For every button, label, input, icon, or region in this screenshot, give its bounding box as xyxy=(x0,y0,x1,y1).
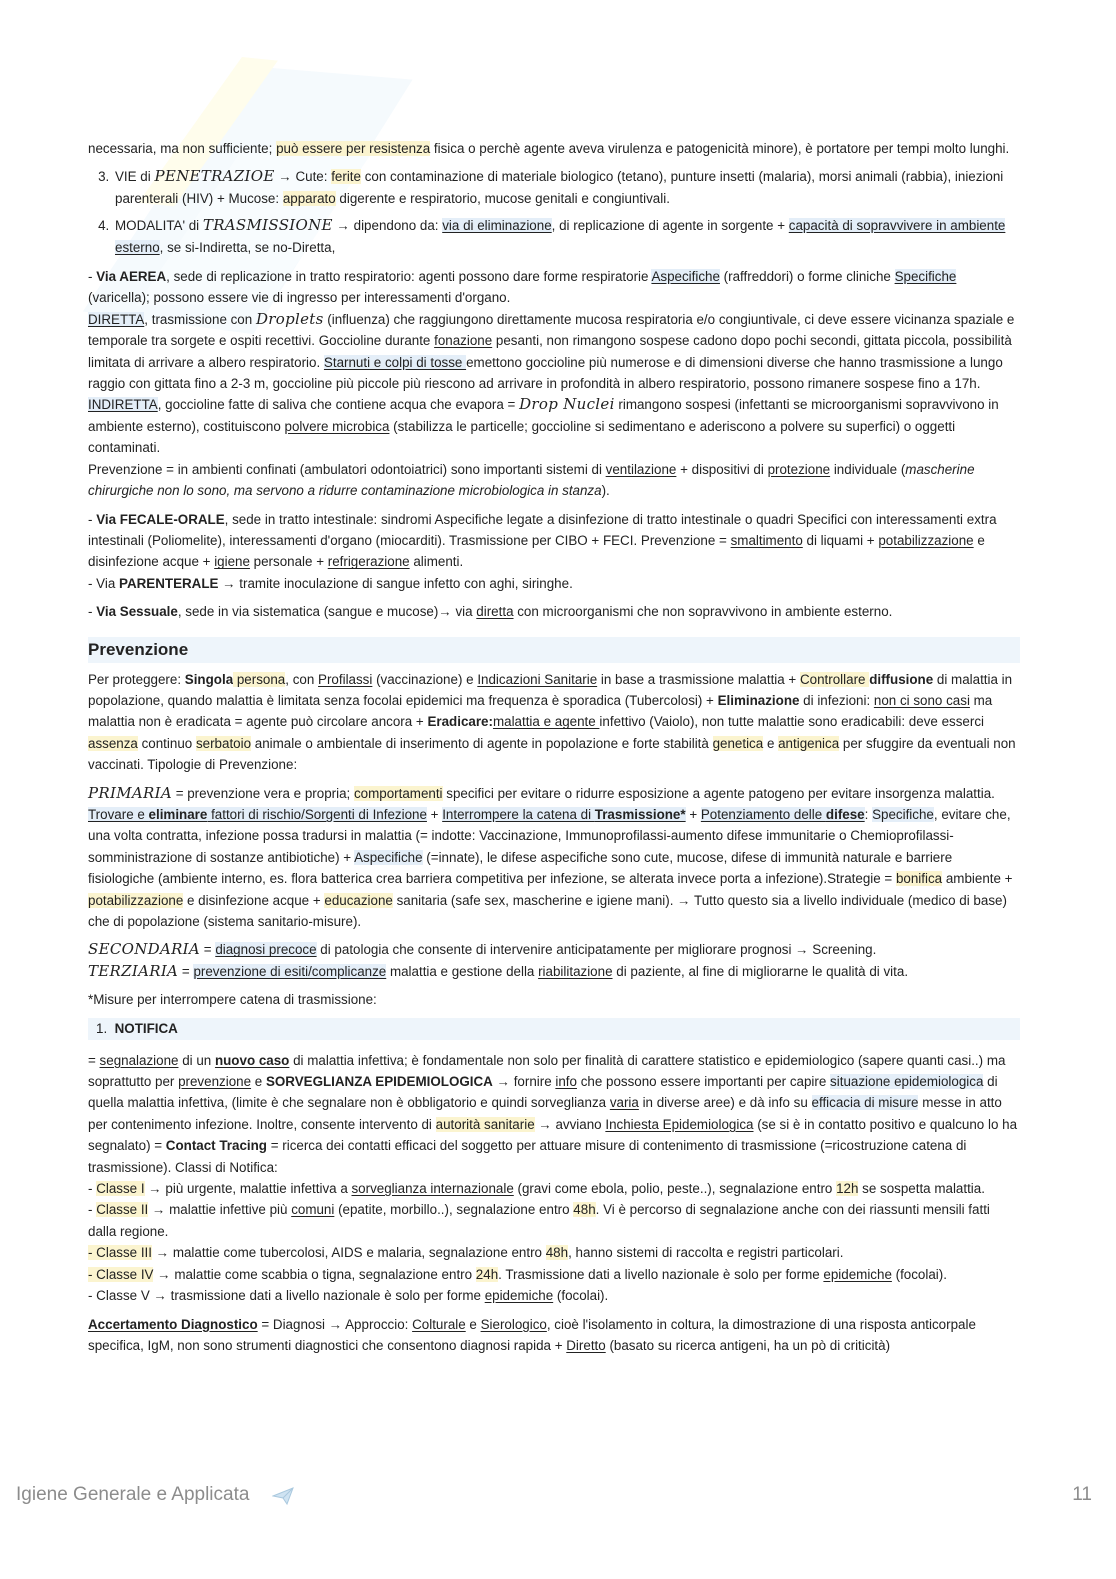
page-footer xyxy=(0,1480,1116,1514)
modalities-list xyxy=(88,166,1020,258)
notifica-paragraph: = segnalazione di un nuovo caso di malattia infettiva; è fondamentale non solo per finalità di carattere statistico e epidemiologico (sapere quanti casi..) ma soprattutto per prevenzione e SORVEGLIANZA EPIDEMIOLOGICA → fornire info che possono essere importanti per capire situazione epidemiologica di quella malattia infettiva, (limite è che segnalare non è obbligatorio e quindi sorveglianza varia in diverse aree) e dà info su efficacia di misure messe in atto per contenimento infezione. Inoltre, consente intervento di autorità sanitarie → avviano Inchiesta Epidemiologica (se si è in contatto positivo e qualcuno lo ha segnalato) = Contact Tracing = ricerca dei contatti efficaci del soggetto per attuare misure di contenimento di trasmissione (=ricostruzione catena di trasmissione). Classi di Notifica: - Classe I → più urgente, malattie infettiva a sorveglianza internazionale (gravi come ebola, polio, peste..), segnalazione entro 12h se sospetta malattia. - Classe II → malattie infettive più comuni (epatite, morbillo..), segnalazione entro 48h. Vi è percorso di segnalazione anche con dei riassunti mensili fatti dalla regione. - Classe III → malattie come tubercolosi, AIDS e malaria, segnalazione entro 48h, hanno sistemi di raccolta e registri particolari. - Classe IV → malattie come scabbia o tigna, segnalazione entro 24h. Trasmissione dati a livello nazionale è solo per forme epidemiche (focolai). - Classe V → trasmissione dati a livello nazionale è solo per forme epidemiche (focolai). xyxy=(88,1052,1018,1304)
via-sessuale-paragraph: - Via Sessuale, sede in via sistematica (sangue e mucose)→ via diretta con microorganismi che non sopravvivono in ambiente esterno. xyxy=(88,604,893,620)
primaria-paragraph: PRIMARIA = prevenzione vera e propria; comportamenti specifici per evitare o ridurre esposizione a agente patogeno per evitare insorgenza malattia. Trovare e eliminare fattori di rischio/Sorgenti di Infezione + Interrompere la catena di Trasmissione* + Potenziamento delle difese: Specifiche, evitare che, una volta contratta, infezione possa tradursi in malattia (= indotte: Vaccinazione, Immunoprofilassi-aumento difese immunitarie o Chemioprofilassi-somministrazione di sostanze antibiotiche) + Aspecifiche (=innate), le difese aspecifiche sono cute, mucose, difese di immunità naturale e barriere fisiologiche (ambiente interno, es. flora batterica crea barriera competitiva per infezione, se alterata invece porta a infezione).Strategie = bonifica ambiente + potabilizzazione e disinfezione acque + educazione sanitaria (safe sex, mascherine e igiene mani). → Tutto questo sia a livello individuale (medico di base) che di popolazione (sistema sanitario-misure). xyxy=(88,783,1013,929)
prevenzione-intro-paragraph: Per proteggere: Singola persona, con Profilassi (vaccinazione) e Indicazioni Sanitarie in base a trasmissione malattia + Controllare diffusione di malattia in popolazione, quando malattia è limitata senza focolai epidemici ma frequenza è sporadica (Tubercolosi) + Eliminazione di infezioni: non ci sono casi ma malattia non è eradicata = agente può circolare ancora + Eradicare:malattia e agente infettivo (Vaiolo), non tutte malattie sono eradicabili: deve esserci assenza continuo serbatoio animale o ambientale di inserimento di agente in popolazione e forte stabilità genetica e antigenica per sfuggire da eventuali non vaccinati. Tipologie di Prevenzione: xyxy=(88,671,1016,773)
paper-plane-icon xyxy=(272,1486,294,1506)
document-body xyxy=(88,138,1020,1363)
page-number: 11 xyxy=(1072,1484,1092,1505)
intro-paragraph: necessaria, ma non sufficiente; può essere per resistenza fisica o perchè agente aveva virulenza e patogenicità minore), è portatore per tempi molto lunghi. xyxy=(88,141,1010,156)
list-item: 4. MODALITA' di TRASMISSIONE → dipendono da: via di eliminazione, di replicazione di agente in sorgente + capacità di sopravvivere in ambiente esterno, se si-Indiretta, se no-Diretta, xyxy=(113,215,1020,258)
misure-note: *Misure per interrompere catena di trasmissione: xyxy=(88,992,377,1008)
list-item: 3. VIE di PENETRAZIOE → Cute: ferite con contaminazione di materiale biologico (tetano), punture insetti (malaria), morsi animali (rabbia), iniezioni parenterali (HIV) + Mucose: apparato digerente e respiratorio, mucose genitali e congiuntivali. xyxy=(113,166,1020,209)
section-heading-prevenzione: Prevenzione xyxy=(88,637,1020,663)
accertamento-paragraph: Accertamento Diagnostico = Diagnosi → Approccio: Colturale e Sierologico, cioè l'isolamento in coltura, la dimostrazione di una risposta anticorpale specifica, IgM, non sono strumenti diagnostici che consentono diagnosi rapida + Diretto (basato su ricerca antigeni, ha un pò di criticità) xyxy=(88,1316,976,1353)
notifica-heading: 1. NOTIFICA xyxy=(88,1018,1020,1040)
footer-title: Igiene Generale e Applicata xyxy=(16,1484,250,1505)
via-aerea-paragraph: - Via AEREA, sede di replicazione in tratto respiratorio: agenti possono dare forme respiratorie Aspecifiche (raffreddori) o forme cliniche Specifiche (varicella); possono essere vie di ingresso per interessamenti d'organo. DIRETTA, trasmissione con Droplets (influenza) che raggiungono direttamente mucosa respiratoria e/o congiuntivale, ci deve essere vicinanza spaziale e temporale tra sorgete e ospiti recettivi. Goccioline durante fonazione pesanti, non rimangono sospese cadono dopo pochi secondi, gittata piccola, possibilità limitata di arrivare a albero respiratorio. Starnuti e colpi di tosse emettono goccioline più numerose e di dimensioni diverse che hanno trasmissione a lungo raggio con gittata fino a 2-3 m, goccioline più piccole più riescono ad arrivare in profondità in albero respiratorio, possono rimanere sospese fino a 17h. INDIRETTA, goccioline fatte di saliva che contiene acqua che evapora = Drop Nuclei rimangono sospesi (infettanti se microorganismi sopravvivono in ambiente esterno), costituiscono polvere microbica (stabilizza le particelle; goccioline si sedimentano e aderiscono a polvere su superfici) o oggetti contaminati. Prevenzione = in ambienti confinati (ambulatori odontoiatrici) sono importanti sistemi di ventilazione + dispositivi di protezione individuale (mascherine chirurgiche non lo sono, ma servono a ridurre contaminazione microbiologica in stanza). xyxy=(88,269,1015,499)
secondaria-terziaria-paragraph: SECONDARIA = diagnosi precoce di patologia che consente di intervenire anticipatamente per migliorare prognosi → Screening. TERZIARIA = prevenzione di esiti/complicanze malattia e gestione della riabilitazione di paziente, al fine di migliorarne le qualità di vita. xyxy=(88,940,909,980)
via-fecale-paragraph: - Via FECALE-ORALE, sede in tratto intestinale: sindromi Aspecifiche legate a disinfezione di tratto intestinale o quadri Specifici con interessamenti extra intestinali (Poliomelite), interessamenti d'organo (miocarditi). Trasmissione per CIBO + FECI. Prevenzione = smaltimento di liquami + potabilizzazione e disinfezione acque + igiene personale + refrigerazione alimenti. - Via PARENTERALE → tramite inoculazione di sangue infetto con aghi, siringhe. xyxy=(88,511,997,591)
